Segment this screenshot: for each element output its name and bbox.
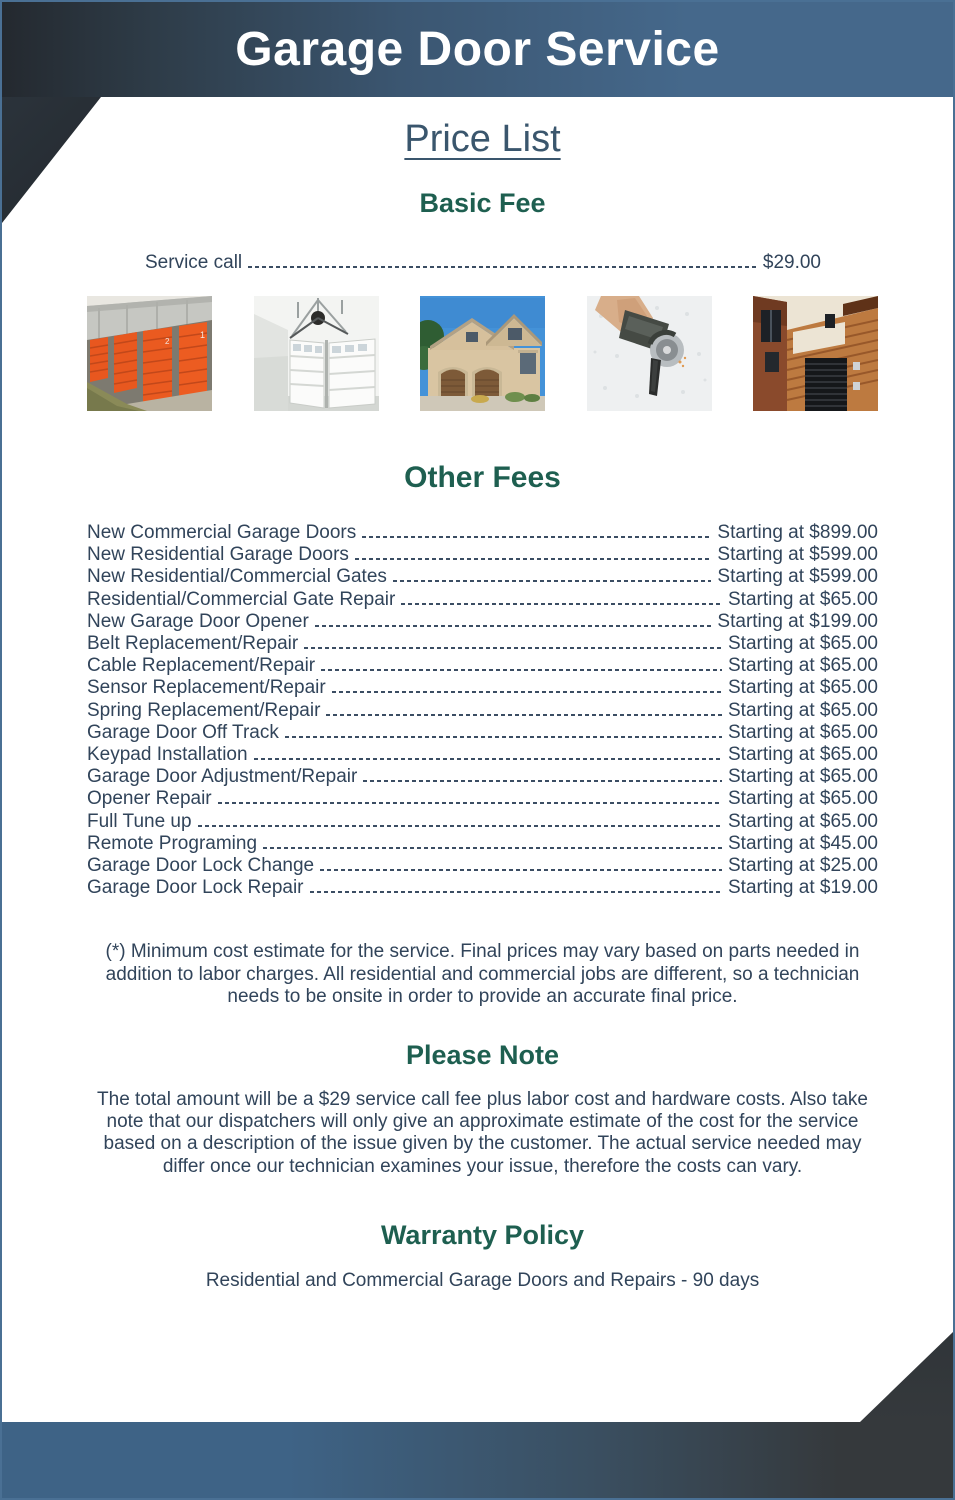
- service-call-row: [145, 252, 821, 274]
- storage-units-photo-image: [87, 296, 212, 411]
- fee-label: Cable Replacement/Repair: [87, 655, 316, 677]
- header-banner: [2, 2, 953, 97]
- fee-label: Garage Door Adjustment/Repair: [87, 766, 358, 788]
- wood-garage-photo: [753, 296, 878, 411]
- repair-tool-photo: [587, 296, 712, 411]
- dash-leader: [198, 825, 722, 827]
- fee-row: [87, 855, 878, 877]
- fee-label: New Garage Door Opener: [87, 610, 309, 632]
- fee-price: Starting at $65.00: [728, 788, 878, 810]
- fee-row: [87, 722, 878, 744]
- fee-row: [87, 655, 878, 677]
- fee-label: New Residential/Commercial Gates: [87, 566, 387, 588]
- house-photo-image: [420, 296, 545, 411]
- fee-price: Starting at $65.00: [728, 655, 878, 677]
- please-note-paragraph: The total amount will be a $29 service call fee plus labor cost and hardware costs. Also take note that our dispatchers will only give an approximate estimate of the cost for the service based on a description of the issue given by the customer. The actual service needed may differ once our technician examines your issue, therefore the costs can vary.: [97, 1088, 868, 1177]
- svg-text:1: 1: [200, 330, 206, 340]
- bottom-right-corner-decoration: [860, 1332, 953, 1422]
- fee-price: Starting at $65.00: [728, 633, 878, 655]
- other-fees-heading: Other Fees: [404, 461, 561, 494]
- fee-price: Starting at $599.00: [717, 566, 878, 588]
- fee-price: Starting at $899.00: [717, 522, 878, 543]
- warranty-policy-heading: Warranty Policy: [380, 1220, 585, 1251]
- dash-leader: [393, 580, 712, 582]
- storage-units-photo: [87, 296, 212, 411]
- fee-row: [87, 589, 878, 611]
- fee-row: [87, 544, 878, 566]
- price-list-title: Price List: [404, 118, 561, 160]
- dash-leader: [248, 266, 757, 268]
- dash-leader: [263, 847, 722, 849]
- dash-leader: [304, 647, 722, 649]
- footer-banner: [2, 1422, 953, 1498]
- fee-label: Opener Repair: [87, 788, 212, 810]
- fee-row: [87, 788, 878, 810]
- basic-fee-heading: Basic Fee: [419, 188, 546, 218]
- fee-label: Garage Door Lock Change: [87, 855, 315, 877]
- fee-price: Starting at $599.00: [717, 544, 878, 566]
- fee-label: New Residential Garage Doors: [87, 544, 349, 566]
- dash-leader: [320, 869, 722, 871]
- garage-interior-photo: [254, 296, 379, 411]
- fee-price: Starting at $65.00: [728, 744, 878, 766]
- fee-price: Starting at $65.00: [728, 810, 878, 832]
- fee-row: [87, 833, 878, 855]
- fee-label: Residential/Commercial Gate Repair: [87, 588, 396, 610]
- page-header-title: Garage Door Service: [235, 23, 720, 76]
- fee-label: Remote Programing: [87, 832, 258, 854]
- fee-price: Starting at $25.00: [728, 855, 878, 877]
- dash-leader: [315, 625, 712, 627]
- fee-row: [87, 611, 878, 633]
- fee-row: [87, 877, 878, 899]
- fee-price: $29.00: [762, 252, 821, 273]
- garage-interior-photo-image: [254, 296, 379, 411]
- warranty-policy-text: Residential and Commercial Garage Doors and Repairs - 90 days: [205, 1270, 760, 1292]
- footnote-paragraph: (*) Minimum cost estimate for the service. Final prices may vary based on parts needed in addition to labor charges. All residential and commercial jobs are different, so a technician needs to be onsite in order to provide an accurate final price.: [105, 941, 860, 1008]
- fee-price: Starting at $199.00: [717, 610, 878, 632]
- dash-leader: [363, 780, 722, 782]
- fee-price: Starting at $65.00: [728, 721, 878, 743]
- dash-leader: [362, 536, 711, 538]
- svg-text:2: 2: [165, 337, 170, 346]
- fee-label: Keypad Installation: [87, 744, 248, 766]
- fee-label: Belt Replacement/Repair: [87, 633, 299, 655]
- fee-row: [87, 522, 878, 544]
- fee-label: Service call: [145, 252, 243, 273]
- house-photo: [420, 296, 545, 411]
- dash-leader: [321, 669, 722, 671]
- dash-leader: [254, 758, 722, 760]
- fee-row: [87, 633, 878, 655]
- fee-label: Garage Door Off Track: [87, 721, 279, 743]
- fee-row: [87, 566, 878, 588]
- fee-row: [87, 677, 878, 699]
- fee-label: Full Tune up: [87, 810, 192, 832]
- fee-price: Starting at $65.00: [728, 766, 878, 788]
- fee-row: [87, 766, 878, 788]
- dash-leader: [326, 714, 722, 716]
- fee-row: [87, 811, 878, 833]
- fee-label: Garage Door Lock Repair: [87, 877, 304, 899]
- fee-label: New Commercial Garage Doors: [87, 522, 357, 543]
- fee-price: Starting at $45.00: [728, 832, 878, 854]
- fee-price: Starting at $65.00: [728, 588, 878, 610]
- dash-leader: [332, 691, 722, 693]
- fee-row: [87, 744, 878, 766]
- fee-row: [87, 700, 878, 722]
- fee-label: Sensor Replacement/Repair: [87, 677, 326, 699]
- other-fees-list: [87, 522, 878, 899]
- dash-leader: [285, 736, 722, 738]
- wood-garage-photo-image: [753, 296, 878, 411]
- main-content: [2, 118, 953, 1292]
- dash-leader: [310, 891, 723, 893]
- repair-tool-photo-image: [587, 296, 712, 411]
- dash-leader: [401, 603, 722, 605]
- dash-leader: [218, 802, 722, 804]
- fee-price: Starting at $19.00: [728, 877, 878, 899]
- fee-label: Spring Replacement/Repair: [87, 699, 321, 721]
- please-note-heading: Please Note: [405, 1039, 560, 1070]
- dash-leader: [355, 558, 712, 560]
- fee-price: Starting at $65.00: [728, 699, 878, 721]
- fee-price: Starting at $65.00: [728, 677, 878, 699]
- photo-strip: [87, 296, 878, 411]
